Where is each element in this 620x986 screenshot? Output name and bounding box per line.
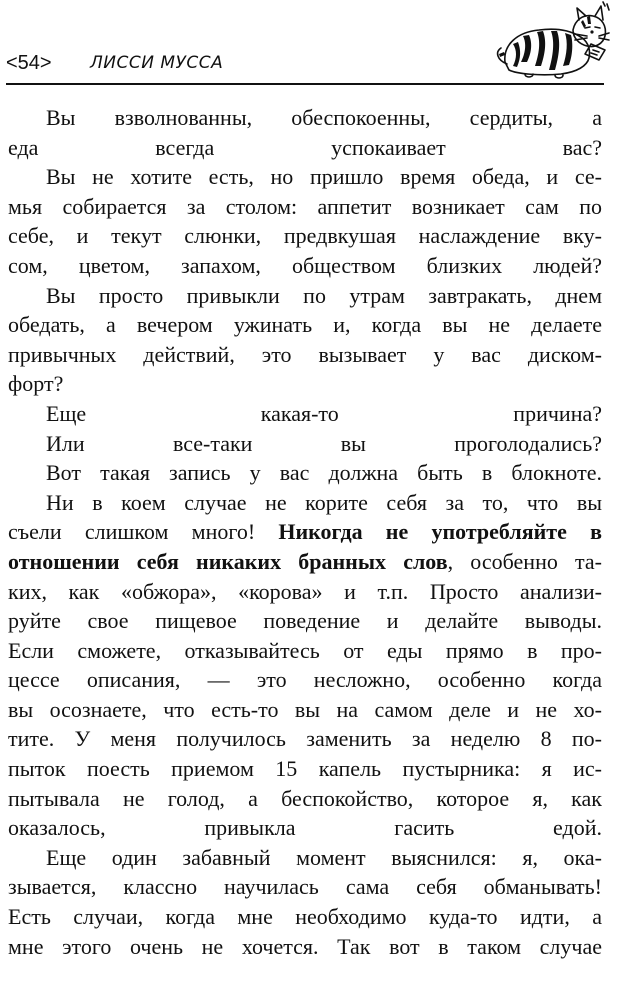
text-line-mixed — [8, 547, 602, 577]
paragraph — [8, 843, 602, 961]
text-line: Ни в коем случае не корите себя за то, что вы — [46, 489, 602, 515]
text-line: Вы взволнованны, обеспокоенны, сердиты, а — [46, 105, 602, 130]
paragraph — [8, 399, 602, 429]
text-line: мья собирается за столом: аппетит возникает сам по — [8, 193, 602, 219]
paragraph — [8, 458, 602, 488]
text-line: обедать, а вечером ужинать и, когда вы не делаете — [8, 312, 602, 338]
text-line: зывается, классно научилась сама себя обманывать! — [8, 874, 602, 900]
paragraph — [8, 281, 602, 399]
body-text — [8, 103, 602, 961]
header-rule — [6, 83, 604, 85]
page-number: <54> — [6, 52, 52, 74]
text-line: Еще какая-то причина? — [46, 400, 602, 426]
text-line: привычных действий, это вызывает у вас диском- — [8, 341, 602, 367]
text-line: цессе описания, — это несложно, особенно когда — [8, 667, 602, 693]
text-line: Вот такая запись у вас должна быть в блокноте. — [46, 460, 602, 486]
paragraph — [8, 103, 602, 162]
text-line: сом, цветом, запахом, обществом близких людей? — [8, 252, 602, 278]
text-run: , особенно та- — [447, 548, 602, 574]
text-line: пыток поесть приемом 15 капель пустырника: я ис- — [8, 756, 602, 782]
text-line: форт? — [8, 371, 64, 397]
text-line: Или все-таки вы проголодались? — [46, 430, 602, 456]
paragraph — [8, 162, 602, 280]
bold-text-run: Никогда не употребляйте в — [278, 519, 602, 545]
text-line: мне этого очень не хочется. Так вот в таком случае — [8, 933, 602, 959]
cat-illustration-icon — [495, 0, 610, 80]
text-line: тите. У меня получилось заменить за неделю 8 по- — [8, 726, 602, 752]
bold-text-run: отношении себя никаких бранных слов — [8, 548, 448, 574]
text-line: еда всегда успокаивает вас? — [8, 134, 602, 160]
text-line: оказалось, привыкла гасить едой. — [8, 815, 602, 841]
text-line: пытывала не голод, а беспокойство, которое я, как — [8, 785, 602, 811]
paragraph — [8, 488, 602, 843]
text-line: руйте свое пищевое поведение и делайте выводы. — [8, 608, 602, 634]
running-title: ЛИССИ МУССА — [90, 53, 224, 73]
text-line: вы осознаете, что есть-то вы на самом деле и не хо- — [8, 696, 602, 722]
text-run: съели слишком много! — [8, 519, 279, 545]
text-line: Еще один забавный момент выяснился: я, ока- — [46, 844, 602, 870]
text-line: Если сможете, отказывайтесь от еды прямо в про- — [8, 637, 602, 663]
text-line: Вы не хотите есть, но пришло время обеда, и се- — [46, 164, 602, 190]
text-line: Вы просто привыкли по утрам завтракать, днем — [46, 282, 602, 308]
text-line-mixed — [8, 517, 602, 547]
paragraph — [8, 429, 602, 459]
text-line: себе, и текут слюнки, предвкушая наслаждение вку- — [8, 223, 602, 249]
text-line: Есть случаи, когда мне необходимо куда-то идти, а — [8, 904, 602, 930]
text-line: ких, как «обжора», «корова» и т.п. Просто анализи- — [8, 578, 602, 604]
